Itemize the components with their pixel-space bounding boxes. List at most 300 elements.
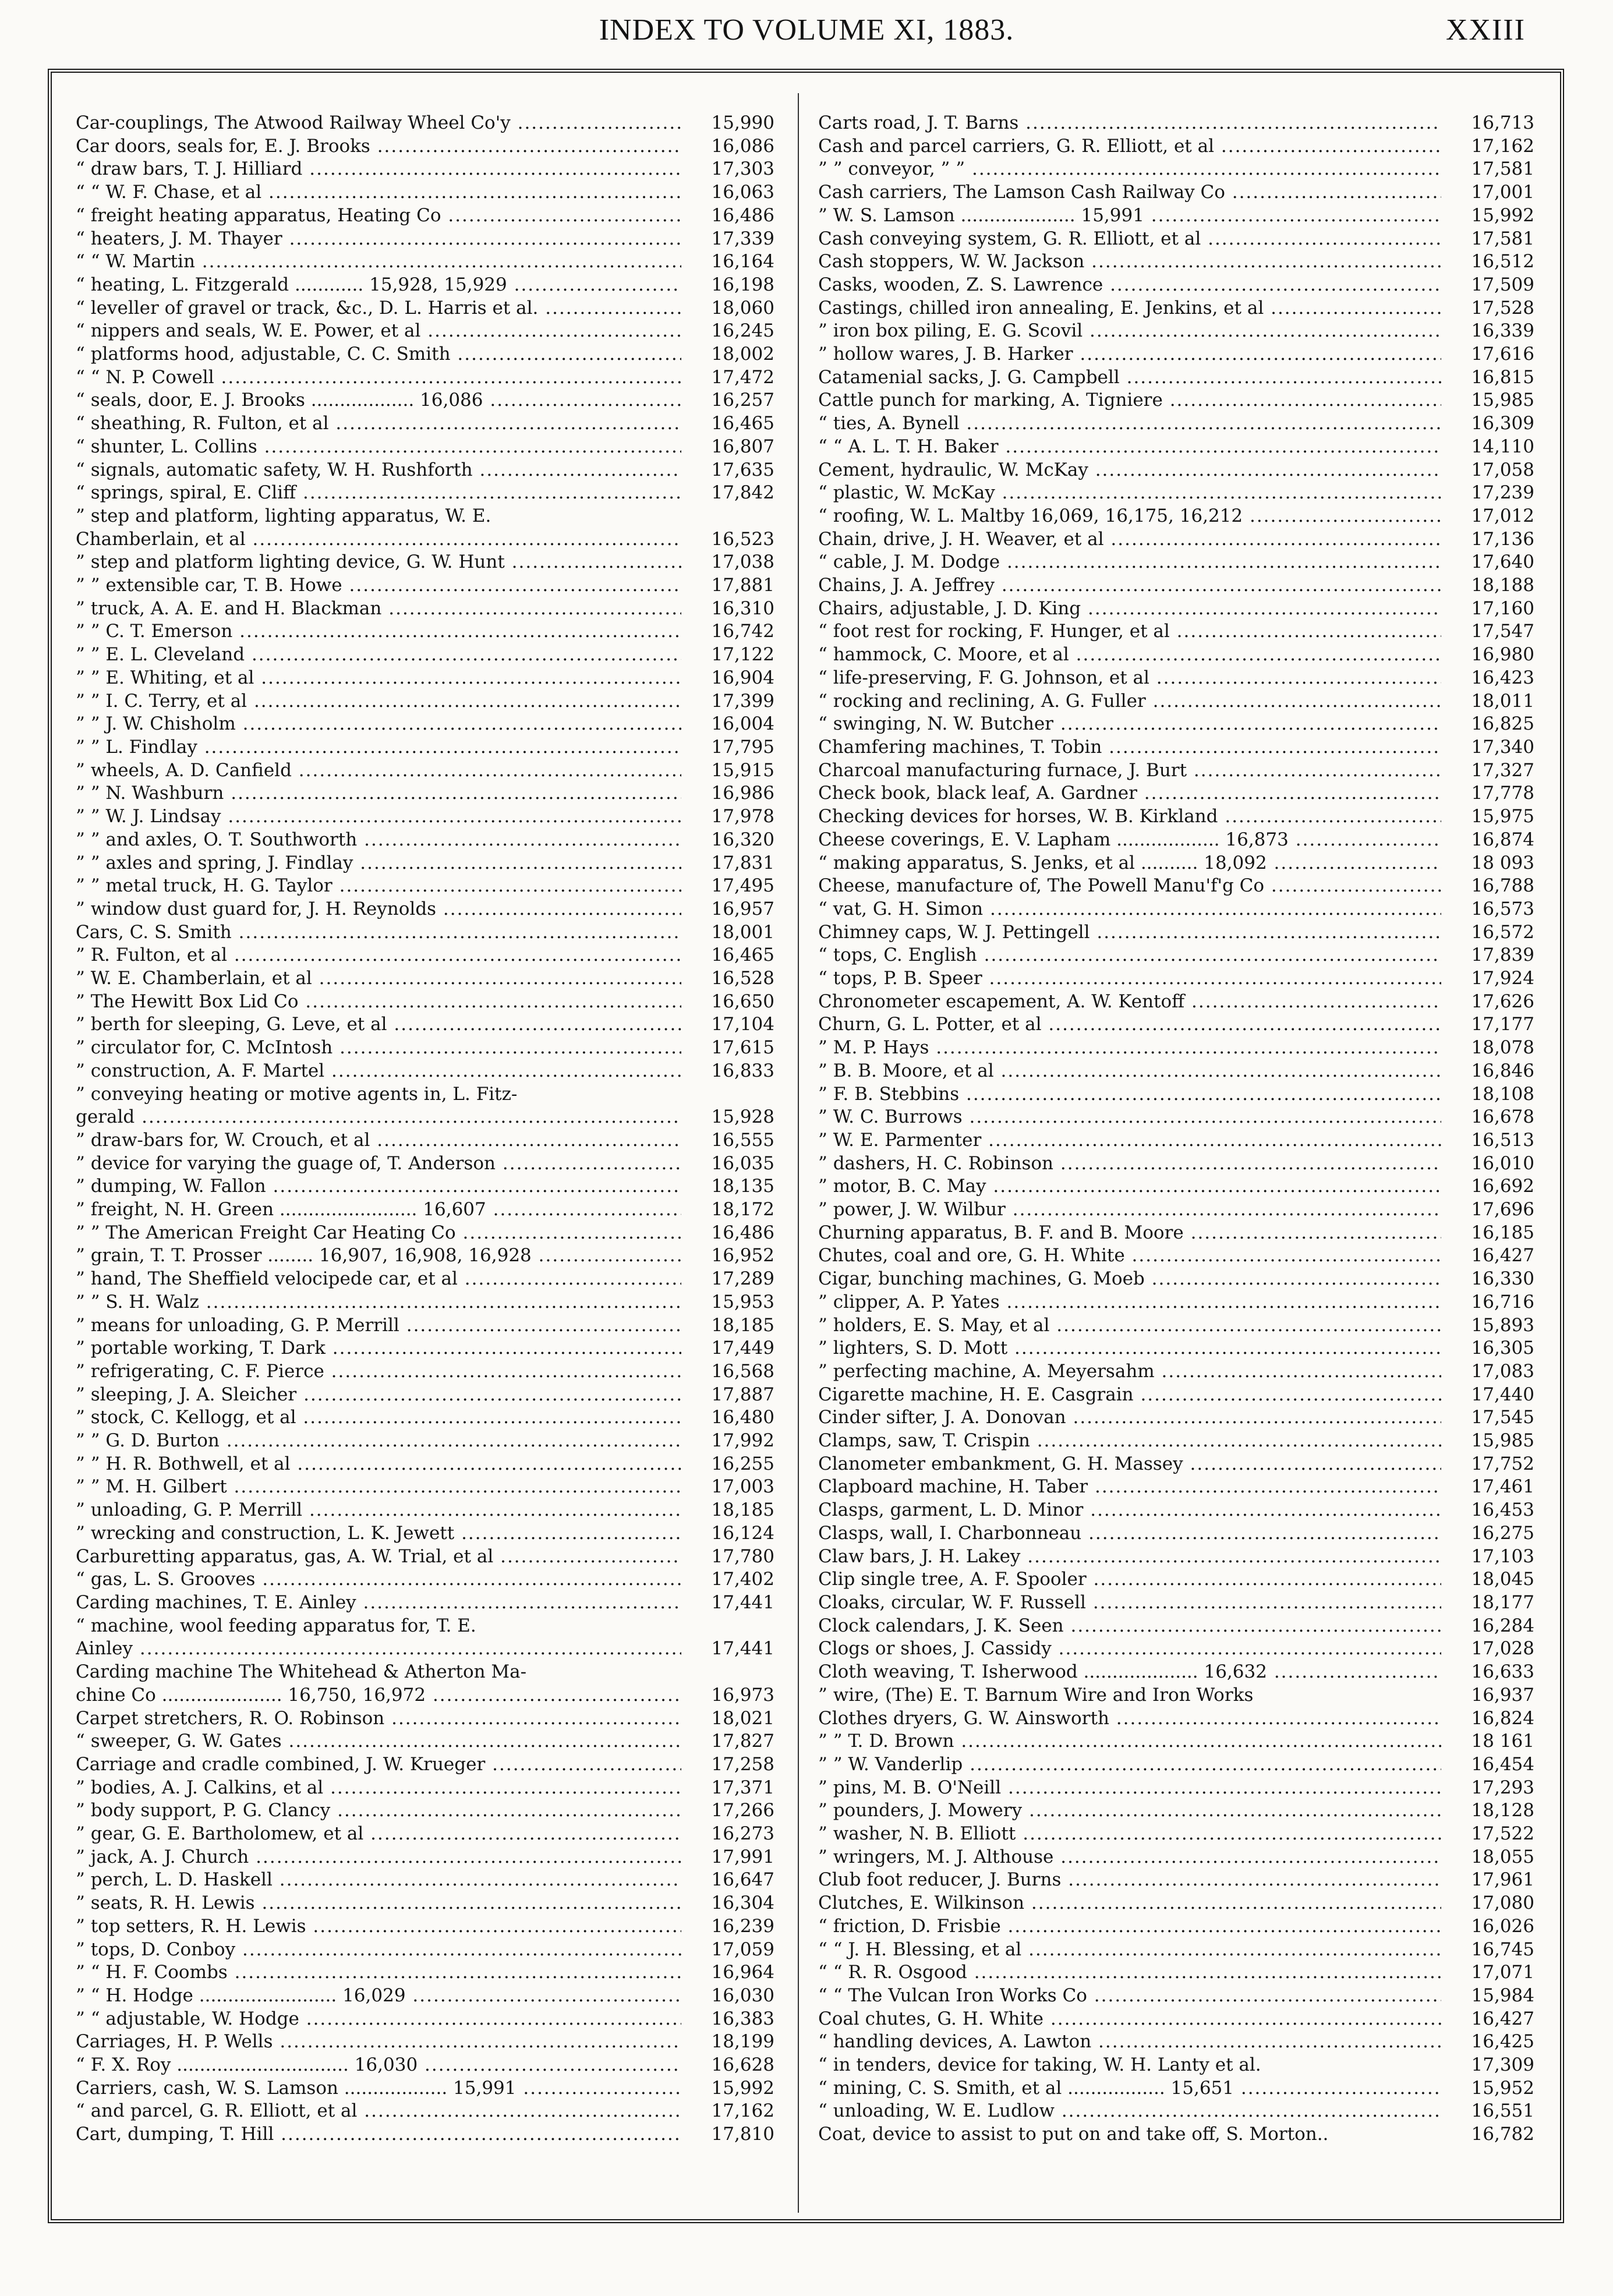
entry-subject: ” perch, L. D. Haskell ..... [76,1869,681,1892]
entry-page-number: 16,633 [1471,1661,1534,1683]
index-entry [76,297,774,320]
entry-subject: Cash carriers, The Lamson Cash Railway Co ..... [818,181,1441,204]
index-entry [76,597,774,621]
entry-page-number: 17,162 [711,2100,774,2122]
entry-page-number: 16,257 [711,390,774,411]
index-entry [76,2077,774,2100]
entry-subject: “ foot rest for rocking, F. Hunger, et al ..... [818,620,1441,643]
entry-page-number: 18,185 [711,1499,774,1521]
index-entry [818,274,1534,297]
entry-subject: ” “ H. Hodge ........................ 16,029 ..... [76,1984,681,2008]
index-entry [818,620,1534,643]
index-entry [76,1406,774,1430]
entry-page-number: 16,807 [711,436,774,457]
entry-subject: ” washer, N. B. Elliott ..... [818,1823,1441,1846]
entry-subject: ” portable working, T. Dark ..... [76,1337,681,1360]
entry-subject: ” draw-bars for, W. Crouch, et al ..... [76,1129,681,1152]
entry-subject: “ ties, A. Bynell ..... [818,412,1441,436]
entry-subject: ” ” extensible car, T. B. Howe ..... [76,574,681,597]
index-entry [76,1060,774,1083]
entry-subject: “ “ W. F. Chase, et al ..... [76,181,681,204]
entry-page-number: 17,266 [711,1800,774,1821]
index-entry [818,1222,1534,1245]
entry-subject: ” M. P. Hays ..... [818,1036,1441,1060]
index-entry [76,1476,774,1499]
entry-subject: ” berth for sleeping, G. Leve, et al ..... [76,1013,681,1036]
entry-page-number: 16,572 [1471,921,1534,943]
index-entry [76,667,774,690]
entry-page-number: 17,058 [1471,459,1534,480]
index-entry [818,1453,1534,1476]
entry-page-number: 17,303 [711,158,774,180]
entry-page-number: 15,928 [711,1106,774,1128]
entry-page-number: 17,881 [711,575,774,596]
entry-page-number: 18,021 [711,1707,774,1729]
entry-page-number: 17,626 [1471,990,1534,1012]
entry-subject: “ handling devices, A. Lawton ..... [818,2030,1441,2054]
index-entry [818,1406,1534,1430]
index-entry [76,1036,774,1060]
entry-page-number: 15,953 [711,1291,774,1312]
index-entry [818,574,1534,597]
entry-subject: “ shunter, L. Collins ..... [76,436,681,459]
index-entry [76,228,774,251]
index-entry [818,112,1534,135]
entry-page-number: 16,465 [711,413,774,434]
entry-subject: “ nippers and seals, W. E. Power, et al ..... [76,320,681,343]
index-entry [818,412,1534,436]
entry-subject: Catamenial sacks, J. G. Campbell ..... [818,366,1441,390]
entry-subject: Carriage and cradle combined, J. W. Krueger ..... [76,1753,681,1777]
entry-subject: ” ” The American Freight Car Heating Co ..... [76,1222,681,1245]
entry-page-number: 16,874 [1471,829,1534,850]
entry-page-number: 16,937 [1471,1684,1534,1706]
index-entry [76,135,774,158]
index-entry [76,1938,774,1962]
entry-subject: ” hand, The Sheffield velocipede car, et al ..... [76,1268,681,1291]
entry-subject: Clapboard machine, H. Taber ..... [818,1476,1441,1499]
entry-page-number: 16,239 [711,1915,774,1937]
entry-page-number: 16,453 [1471,1499,1534,1521]
entry-page-number: 15,984 [1471,1984,1534,2006]
entry-subject: ” ” L. Findlay ..... [76,736,681,759]
entry-page-number: 15,952 [1471,2077,1534,2099]
entry-subject: Clanometer embankment, G. H. Massey ..... [818,1453,1441,1476]
entry-subject: gerald ..... [76,1106,681,1129]
entry-subject: Clip single tree, A. F. Spooler ..... [818,1568,1441,1591]
index-entry [76,274,774,297]
entry-page-number: 15,985 [1471,1430,1534,1452]
entry-subject: ” conveying heating or motive agents in, L. Fitz- [76,1083,518,1105]
entry-subject: Clothes dryers, G. W. Ainsworth ..... [818,1707,1441,1731]
entry-subject: Cash and parcel carriers, G. R. Elliott, et al ..... [818,135,1441,158]
index-entry [76,1106,774,1129]
entry-page-number: 16,716 [1471,1291,1534,1312]
entry-subject: ” tops, D. Conboy ..... [76,1938,681,1962]
entry-page-number: 16,486 [711,204,774,226]
entry-page-number: 16,628 [711,2054,774,2076]
entry-subject: ” dashers, H. C. Robinson ..... [818,1152,1441,1176]
entry-page-number: 17,340 [1471,736,1534,758]
index-entry [76,1846,774,1869]
index-entry [818,1568,1534,1591]
entry-subject: “ in tenders, device for taking, W. H. Lanty et al. [818,2054,1261,2076]
index-entry [818,1684,1534,1707]
index-entry [818,1152,1534,1176]
entry-page-number: 16,713 [1471,112,1534,133]
index-entry [76,1545,774,1569]
index-entry [76,574,774,597]
index-entry [76,1522,774,1545]
entry-page-number: 16,833 [711,1060,774,1081]
index-entry [76,158,774,181]
entry-page-number: 17,545 [1471,1407,1534,1428]
entry-page-number: 18,128 [1471,1800,1534,1821]
index-entry [76,852,774,875]
entry-page-number: 14,110 [1471,436,1534,457]
index-entry [818,1707,1534,1731]
entry-subject: ” wrecking and construction, L. K. Jewett ..... [76,1522,681,1545]
entry-page-number: 18,002 [711,344,774,365]
index-entry [76,1360,774,1384]
entry-page-number: 17,581 [1471,158,1534,180]
entry-subject: ” grain, T. T. Prosser ........ 16,907, 16,908, 16,928 ..... [76,1244,681,1268]
entry-page-number: 17,012 [1471,505,1534,526]
entry-subject: Carriages, H. P. Wells ..... [76,2030,681,2054]
index-entry [76,1314,774,1338]
entry-subject: “ hammock, C. Moore, et al ..... [818,643,1441,667]
entry-subject: ” device for varying the guage of, T. Anderson ..... [76,1152,681,1176]
entry-page-number: 16,480 [711,1407,774,1428]
index-entry [818,1129,1534,1152]
index-entry [76,620,774,643]
entry-page-number: 15,893 [1471,1314,1534,1336]
entry-subject: ” ” metal truck, H. G. Taylor ..... [76,875,681,898]
entry-subject: ” ” conveyor, ” ” ..... [818,158,1441,181]
entry-subject: “ rocking and reclining, A. G. Fuller ..... [818,690,1441,713]
index-entry [818,2054,1534,2077]
entry-subject: Chain, drive, J. H. Weaver, et al ..... [818,528,1441,551]
index-entry [818,250,1534,274]
entry-subject: Carpet stretchers, R. O. Robinson ..... [76,1707,681,1731]
entry-subject: ” ” N. Washburn ..... [76,782,681,805]
index-entry [818,1545,1534,1569]
entry-subject: ” ” S. H. Walz ..... [76,1291,681,1314]
entry-page-number: 16,339 [1471,320,1534,342]
entry-subject: “ seals, door, E. J. Brooks .................. 16,086 ..... [76,389,681,412]
index-entry [818,1823,1534,1846]
entry-subject: “ F. X. Roy .............................. 16,030 ..... [76,2054,681,2077]
index-entry [818,782,1534,805]
index-entry [818,1013,1534,1036]
index-entry [818,436,1534,459]
entry-subject: ” ” E. L. Cleveland ..... [76,643,681,667]
entry-subject: “ cable, J. M. Dodge ..... [818,551,1441,574]
index-entry [818,1106,1534,1129]
entry-page-number: 17,003 [711,1476,774,1498]
index-entry [76,1869,774,1892]
entry-page-number: 16,320 [711,829,774,850]
index-entry [76,944,774,967]
entry-page-number: 16,465 [711,944,774,966]
entry-page-number: 16,815 [1471,366,1534,388]
index-entry [818,1430,1534,1453]
entry-subject: Chairs, adjustable, J. D. King ..... [818,597,1441,621]
entry-page-number: 15,915 [711,759,774,781]
entry-page-number: 16,551 [1471,2100,1534,2122]
entry-subject: ” ” M. H. Gilbert ..... [76,1476,681,1499]
entry-page-number: 18,188 [1471,575,1534,596]
entry-subject: Cattle punch for marking, A. Tigniere ..... [818,389,1441,412]
index-entry [76,1013,774,1036]
index-entry [818,1892,1534,1915]
entry-subject: “ sheathing, R. Fulton, et al ..... [76,412,681,436]
entry-page-number: 17,615 [711,1037,774,1059]
entry-page-number: 18,172 [711,1199,774,1220]
index-entry [76,1961,774,1984]
index-entry [818,366,1534,390]
entry-page-number: 16,026 [1471,1915,1534,1937]
index-entry [818,898,1534,921]
entry-page-number: 17,239 [1471,482,1534,504]
entry-page-number: 15,990 [711,112,774,133]
entry-page-number: 17,495 [711,875,774,897]
entry-subject: “ gas, L. S. Grooves ..... [76,1568,681,1591]
entry-subject: ” step and platform, lighting apparatus, W. E. [76,505,491,526]
entry-subject: ” dumping, W. Fallon ..... [76,1175,681,1198]
entry-subject: ” bodies, A. J. Calkins, et al ..... [76,1777,681,1800]
entry-page-number: 16,973 [711,1684,774,1706]
entry-subject: “ springs, spiral, E. Cliff ..... [76,482,681,505]
index-entry [76,2123,774,2146]
entry-subject: “ “ W. Martin ..... [76,250,681,274]
entry-page-number: 16,957 [711,898,774,919]
entry-subject: ” freight, N. H. Green ........................ 16,607 ..... [76,1198,681,1222]
entry-subject: ” ” and axles, O. T. Southworth ..... [76,829,681,852]
index-entry [76,436,774,459]
index-entry [76,829,774,852]
entry-page-number: 18,060 [711,297,774,319]
entry-subject: “ signals, automatic safety, W. H. Rushforth ..... [76,459,681,482]
entry-page-number: 16,692 [1471,1176,1534,1197]
entry-subject: ” power, J. W. Wilbur ..... [818,1198,1441,1222]
entry-page-number: 16,555 [711,1129,774,1151]
entry-page-number: 16,528 [711,968,774,989]
entry-subject: ” construction, A. F. Martel ..... [76,1060,681,1083]
entry-subject: ” stock, C. Kellogg, et al ..... [76,1406,681,1430]
entry-subject: ” ” J. W. Chisholm ..... [76,713,681,736]
entry-subject: ” W. S. Lamson .................... 15,991 ..... [818,204,1441,228]
index-entry [818,1060,1534,1083]
index-entry [76,1777,774,1800]
index-entry [76,782,774,805]
entry-page-number: 15,985 [1471,390,1534,411]
entry-page-number: 16,846 [1471,1060,1534,1081]
entry-page-number: 17,441 [711,1592,774,1613]
entry-subject: ” “ H. F. Coombs ..... [76,1961,681,1984]
entry-page-number: 17,059 [711,1938,774,1960]
index-entry [818,597,1534,621]
entry-page-number: 18,011 [1471,690,1534,712]
index-entry [76,204,774,228]
entry-page-number: 16,745 [1471,1938,1534,1960]
entry-subject: “ vat, G. H. Simon ..... [818,898,1441,921]
entry-page-number: 16,309 [1471,413,1534,434]
entry-subject: ” ” H. R. Bothwell, et al ..... [76,1453,681,1476]
index-entry [76,1984,774,2008]
index-entry [76,482,774,505]
index-entry [818,1198,1534,1222]
index-entry [76,1384,774,1407]
index-entry [818,944,1534,967]
entry-subject: Check book, black leaf, A. Gardner ..... [818,782,1441,805]
entry-subject: ” ” G. D. Burton ..... [76,1430,681,1453]
index-entry [818,343,1534,366]
entry-subject: ” jack, A. J. Church ..... [76,1846,681,1869]
entry-subject: Chamberlain, et al ..... [76,528,681,551]
entry-page-number: 16,383 [711,2008,774,2029]
entry-subject: Cigar, bunching machines, G. Moeb ..... [818,1268,1441,1291]
entry-page-number: 16,782 [1471,2124,1534,2145]
entry-page-number: 17,887 [711,1384,774,1405]
entry-page-number: 17,103 [1471,1545,1534,1567]
index-entry [818,1476,1534,1499]
index-entry [818,805,1534,829]
entry-page-number: 17,309 [1471,2054,1534,2076]
entry-subject: ” “ adjustable, W. Hodge ..... [76,2008,681,2031]
entry-subject: ” lighters, S. D. Mott ..... [818,1337,1441,1360]
index-entry [818,135,1534,158]
entry-subject: Cash conveying system, G. R. Elliott, et al ..... [818,228,1441,251]
entry-subject: ” W. E. Parmenter ..... [818,1129,1441,1152]
entry-subject: ” hollow wares, J. B. Harker ..... [818,343,1441,366]
entry-subject: ” top setters, R. H. Lewis ..... [76,1915,681,1938]
entry-subject: Cloaks, circular, W. F. Russell ..... [818,1591,1441,1615]
index-entry [76,2054,774,2077]
entry-subject: Cinder sifter, J. A. Donovan ..... [818,1406,1441,1430]
index-entry [76,1453,774,1476]
entry-page-number: 17,795 [711,736,774,758]
entry-subject: ” step and platform lighting device, G. W. Hunt ..... [76,551,681,574]
entry-page-number: 18,185 [711,1314,774,1336]
entry-page-number: 17,778 [1471,783,1534,804]
entry-page-number: 16,742 [711,621,774,642]
entry-subject: “ leveller of gravel or track, &c., D. L. Harris et al. ..... [76,297,681,320]
entry-subject: “ “ N. P. Cowell ..... [76,366,681,390]
entry-subject: Ainley ..... [76,1637,681,1661]
entry-subject: Coal chutes, G. H. White ..... [818,2008,1441,2031]
entry-page-number: 17,978 [711,806,774,827]
entry-subject: “ roofing, W. L. Maltby 16,069, 16,175, 16,212 ..... [818,505,1441,528]
entry-page-number: 17,136 [1471,528,1534,550]
entry-page-number: 17,810 [711,2124,774,2145]
index-entry [76,921,774,944]
entry-subject: “ draw bars, T. J. Hilliard ..... [76,158,681,181]
entry-subject: “ unloading, W. E. Ludlow ..... [818,2100,1441,2123]
index-entry [818,1938,1534,1962]
entry-subject: “ machine, wool feeding apparatus for, T. E. [76,1615,476,1636]
entry-page-number: 17,028 [1471,1638,1534,1660]
entry-page-number: 17,122 [711,644,774,666]
entry-subject: Carts road, J. T. Barns ..... [818,112,1441,135]
entry-page-number: 16,425 [1471,2031,1534,2053]
entry-page-number: 17,289 [711,1268,774,1290]
entry-subject: ” ” E. Whiting, et al ..... [76,667,681,690]
entry-subject: “ platforms hood, adjustable, C. C. Smith ..... [76,343,681,366]
index-entry [76,1707,774,1731]
index-entry [818,1244,1534,1268]
entry-page-number: 18,199 [711,2031,774,2053]
entry-subject: Car-couplings, The Atwood Railway Wheel Co'y ..... [76,112,681,135]
entry-page-number: 16,330 [1471,1268,1534,1290]
entry-page-number: 16,310 [711,597,774,619]
entry-page-number: 16,824 [1471,1707,1534,1729]
entry-page-number: 18 093 [1471,852,1534,873]
entry-subject: “ life-preserving, F. G. Johnson, et al ..... [818,667,1441,690]
entry-page-number: 16,486 [711,1222,774,1243]
entry-page-number: 16,124 [711,1522,774,1544]
entry-subject: ” motor, B. C. May ..... [818,1175,1441,1198]
index-entry [818,1036,1534,1060]
entry-subject: Carding machines, T. E. Ainley ..... [76,1591,681,1615]
index-entry [818,1291,1534,1314]
entry-page-number: 17,327 [1471,759,1534,781]
entry-page-number: 16,647 [711,1869,774,1891]
entry-page-number: 17,547 [1471,621,1534,642]
index-entry [76,643,774,667]
entry-subject: Carriers, cash, W. S. Lamson .................. 15,991 ..... [76,2077,681,2100]
entry-subject: ” W. C. Burrows ..... [818,1106,1441,1129]
index-entry [818,829,1534,852]
index-entry [76,1430,774,1453]
entry-page-number: 16,273 [711,1823,774,1845]
entry-subject: ” ” T. D. Brown ..... [818,1730,1441,1753]
entry-subject: “ “ The Vulcan Iron Works Co ..... [818,1984,1441,2008]
index-entry [818,1915,1534,1938]
entry-subject: “ friction, D. Frisbie ..... [818,1915,1441,1938]
entry-page-number: 17,162 [1471,135,1534,157]
entry-page-number: 16,086 [711,135,774,157]
index-entry [76,1591,774,1615]
index-entry [818,1846,1534,1869]
index-entry [76,1730,774,1753]
entry-page-number: 18,045 [1471,1569,1534,1590]
index-entry [76,551,774,574]
index-entry [76,528,774,551]
entry-page-number: 15,975 [1471,806,1534,827]
entry-subject: Clutches, E. Wilkinson ..... [818,1892,1441,1915]
index-entry [76,1637,774,1661]
entry-page-number: 18 161 [1471,1731,1534,1752]
entry-subject: Carding machine The Whitehead & Atherton Ma- [76,1661,527,1683]
entry-page-number: 17,640 [1471,551,1534,573]
entry-subject: Chains, J. A. Jeffrey ..... [818,574,1441,597]
entry-page-number: 16,788 [1471,875,1534,897]
entry-page-number: 17,038 [711,551,774,573]
entry-subject: ” clipper, A. P. Yates ..... [818,1291,1441,1314]
entry-subject: ” B. B. Moore, et al ..... [818,1060,1441,1083]
entry-subject: ” pins, M. B. O'Neill ..... [818,1777,1441,1800]
index-entry [818,875,1534,898]
index-entry [76,320,774,343]
index-entry [76,805,774,829]
index-entry [76,505,774,528]
entry-subject: chine Co ..................... 16,750, 16,972 ..... [76,1684,681,1707]
entry-page-number: 17,696 [1471,1199,1534,1220]
index-entry [818,1961,1534,1984]
index-entry [818,1175,1534,1198]
index-entry [76,2030,774,2054]
